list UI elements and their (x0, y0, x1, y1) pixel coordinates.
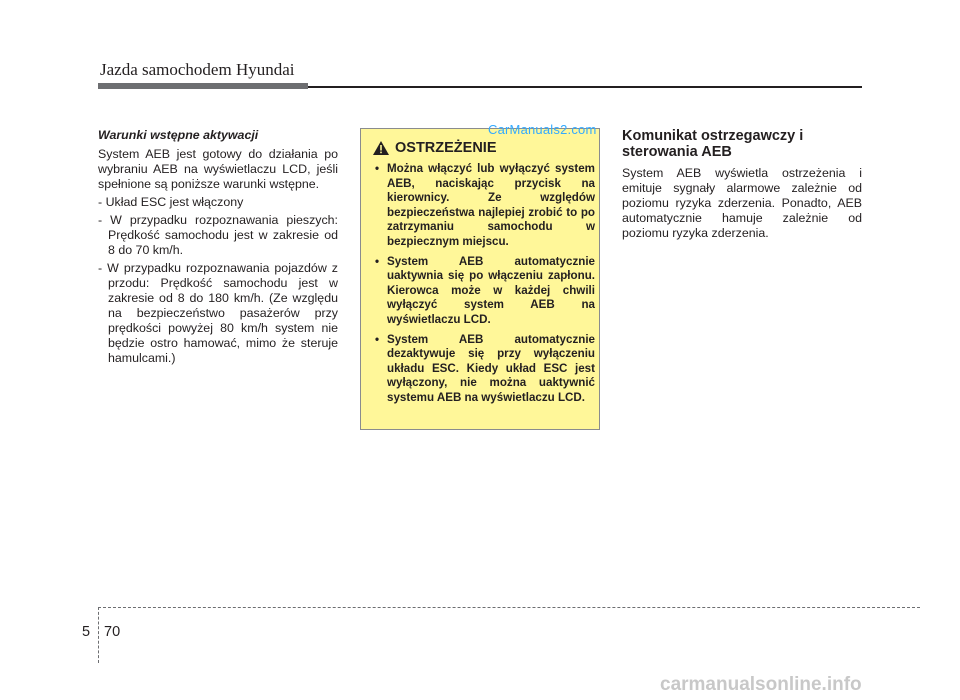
condition-item: - Układ ESC jest włączony (98, 195, 244, 209)
warning-triangle-icon (373, 141, 389, 155)
warning-item: • System AEB automatycznie dezaktywuje się przy wyłączeniu układu ESC. Kiedy układ ESC jest wyłączony, nie można uaktywnić systemu AEB na wyświetlaczu LCD. (373, 333, 595, 406)
warning-list (373, 162, 595, 411)
condition-item: - W przypadku rozpoznawania pieszych: Prędkość samochodu jest w zakresie od 8 do 70 km/h. (98, 213, 338, 257)
left-column (98, 128, 338, 369)
activation-heading: Warunki wstępne aktywacji (98, 128, 259, 142)
right-column (622, 128, 862, 244)
header-rule-thick (98, 83, 308, 89)
aeb-message-heading: Komunikat ostrzegawczy i sterowania AEB (622, 128, 804, 160)
watermark-link[interactable]: CarManuals2.com (488, 122, 597, 137)
header-rule-thin (308, 86, 862, 88)
aeb-message-body: System AEB wyświetla ostrzeżenia i emituje sygnały alarmowe zależnie od poziomu ryzyka zderzenia. Ponadto, AEB automatycznie hamuje zależnie od poziomu ryzyka zderzenia. (622, 166, 862, 240)
footer-divider (98, 607, 920, 608)
condition-item: - W przypadku rozpoznawania pojazdów z przodu: Prędkość samochodu jest w zakresie od 8 do 180 km/h. (Ze względu na bezpieczeństwo pasażerów przy prędkości powyżej 80 km/h system nie będzie ostro hamować, mimo że steruje hamulcami.) (98, 261, 338, 365)
section-number: 5 (82, 624, 91, 640)
page-number: 70 (104, 624, 121, 640)
running-header: Jazda samochodem Hyundai (100, 60, 295, 79)
site-watermark[interactable]: carmanualsonline.info (660, 674, 862, 695)
warning-title: OSTRZEŻENIE (395, 140, 497, 156)
footer-vertical-divider (98, 607, 99, 663)
activation-intro: System AEB jest gotowy do działania po wybraniu AEB na wyświetlaczu LCD, jeśli spełnione są poniższe warunki wstępne. (98, 147, 338, 191)
warning-box (360, 128, 600, 430)
warning-header (373, 140, 497, 156)
warning-item: • System AEB automatycznie uaktywnia się po włączeniu zapłonu. Kierowca może w każdej chwili wyłączyć system AEB na wyświetlaczu LCD. (373, 255, 595, 328)
warning-item: • Można włączyć lub wyłączyć system AEB, naciskając przycisk na kierownicy. Ze względów bezpieczeństwa najlepiej zrobić to po zatrzymaniu samochodu w bezpiecznym miejscu. (373, 162, 595, 250)
